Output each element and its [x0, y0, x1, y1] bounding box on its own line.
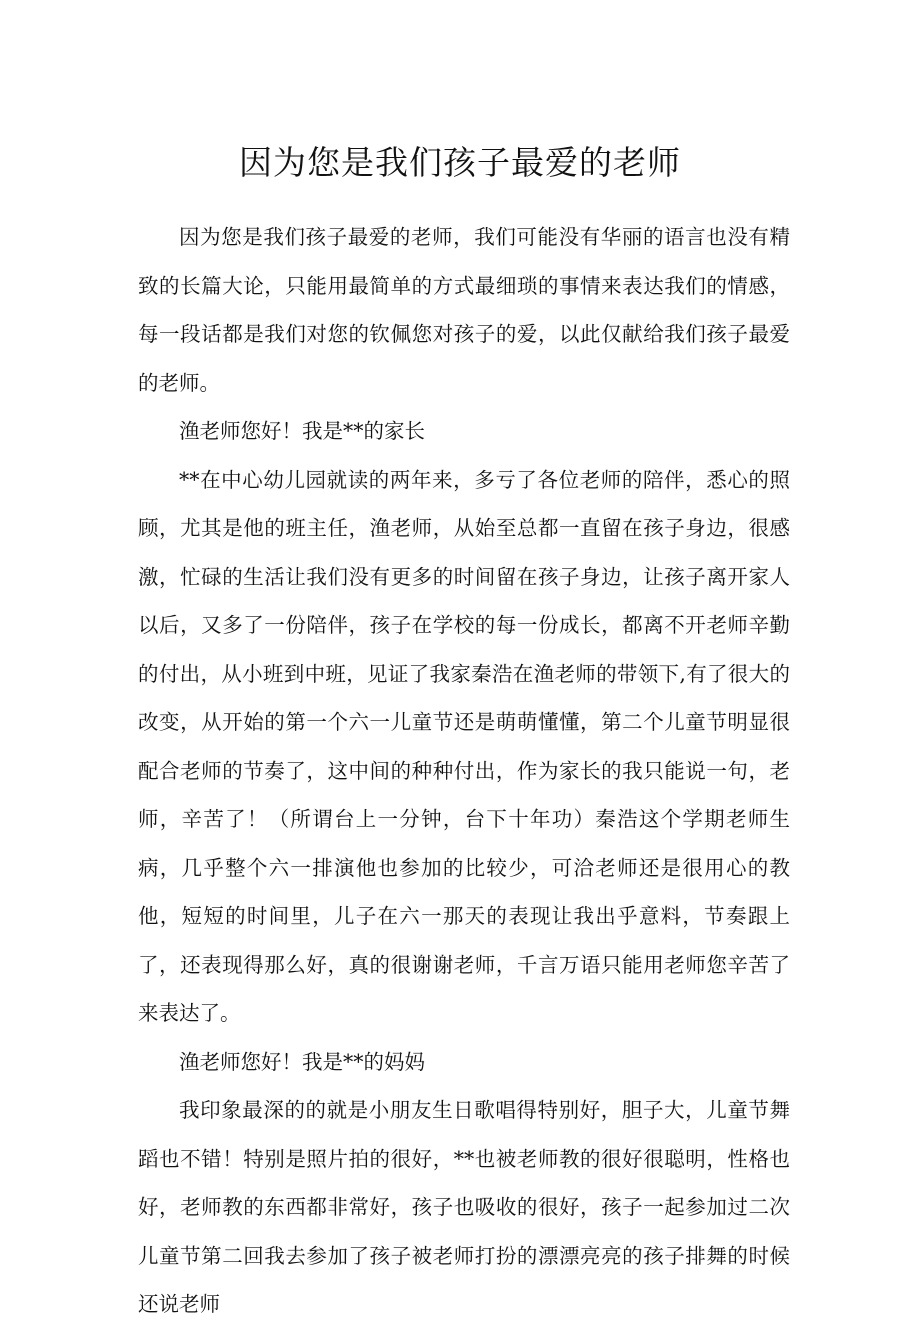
document-title: 因为您是我们孩子最爱的老师 [239, 143, 681, 182]
letter-paragraph: 我印象最深的的就是小朋友生日歌唱得特别好，胆子大，儿童节舞蹈也不错！特别是照片拍的很好，**也被老师教的很好很聪明，性格也好，老师教的东西都非常好，孩子也吸收的很好，孩子一起参加过二次儿童节第二回我去参加了孩子被老师打扮的漂漂亮亮的孩子排舞的时候还说老师 [138, 1098, 790, 1316]
intro-paragraph: 因为您是我们孩子最爱的老师，我们可能没有华丽的语言也没有精致的长篇大论，只能用最简单的方式最细琐的事情来表达我们的情感，每一段话都是我们对您的钦佩您对孩子的爱，以此仅献给我们孩子最爱的老师。 [138, 225, 790, 395]
document-body [138, 213, 790, 1329]
greeting-paragraph: 渔老师您好！我是**的妈妈 [179, 1049, 425, 1074]
letter-paragraph: **在中心幼儿园就读的两年来，多亏了各位老师的陪伴，悉心的照顾，尤其是他的班主任，渔老师，从始至总都一直留在孩子身边，很感激，忙碌的生活让我们没有更多的时间留在孩子身边，让孩子离开家人以后，又多了一份陪伴，孩子在学校的每一份成长，都离不开老师辛勤的付出，从小班到中班，见证了我家秦浩在渔老师的带领下,有了很大的改变，从开始的第一个六一儿童节还是萌萌懂懂，第二个儿童节明显很配合老师的节奏了，这中间的种种付出，作为家长的我只能说一句，老师，辛苦了！（所谓台上一分钟，台下十年功）秦浩这个学期老师生病，几乎整个六一排演他也参加的比较少，可洽老师还是很用心的教他，短短的时间里，儿子在六一那天的表现让我出乎意料，节奏跟上了，还表现得那么好，真的很谢谢老师，千言万语只能用老师您辛苦了来表达了。 [138, 467, 790, 1025]
greeting-paragraph: 渔老师您好！我是**的家长 [179, 419, 425, 443]
